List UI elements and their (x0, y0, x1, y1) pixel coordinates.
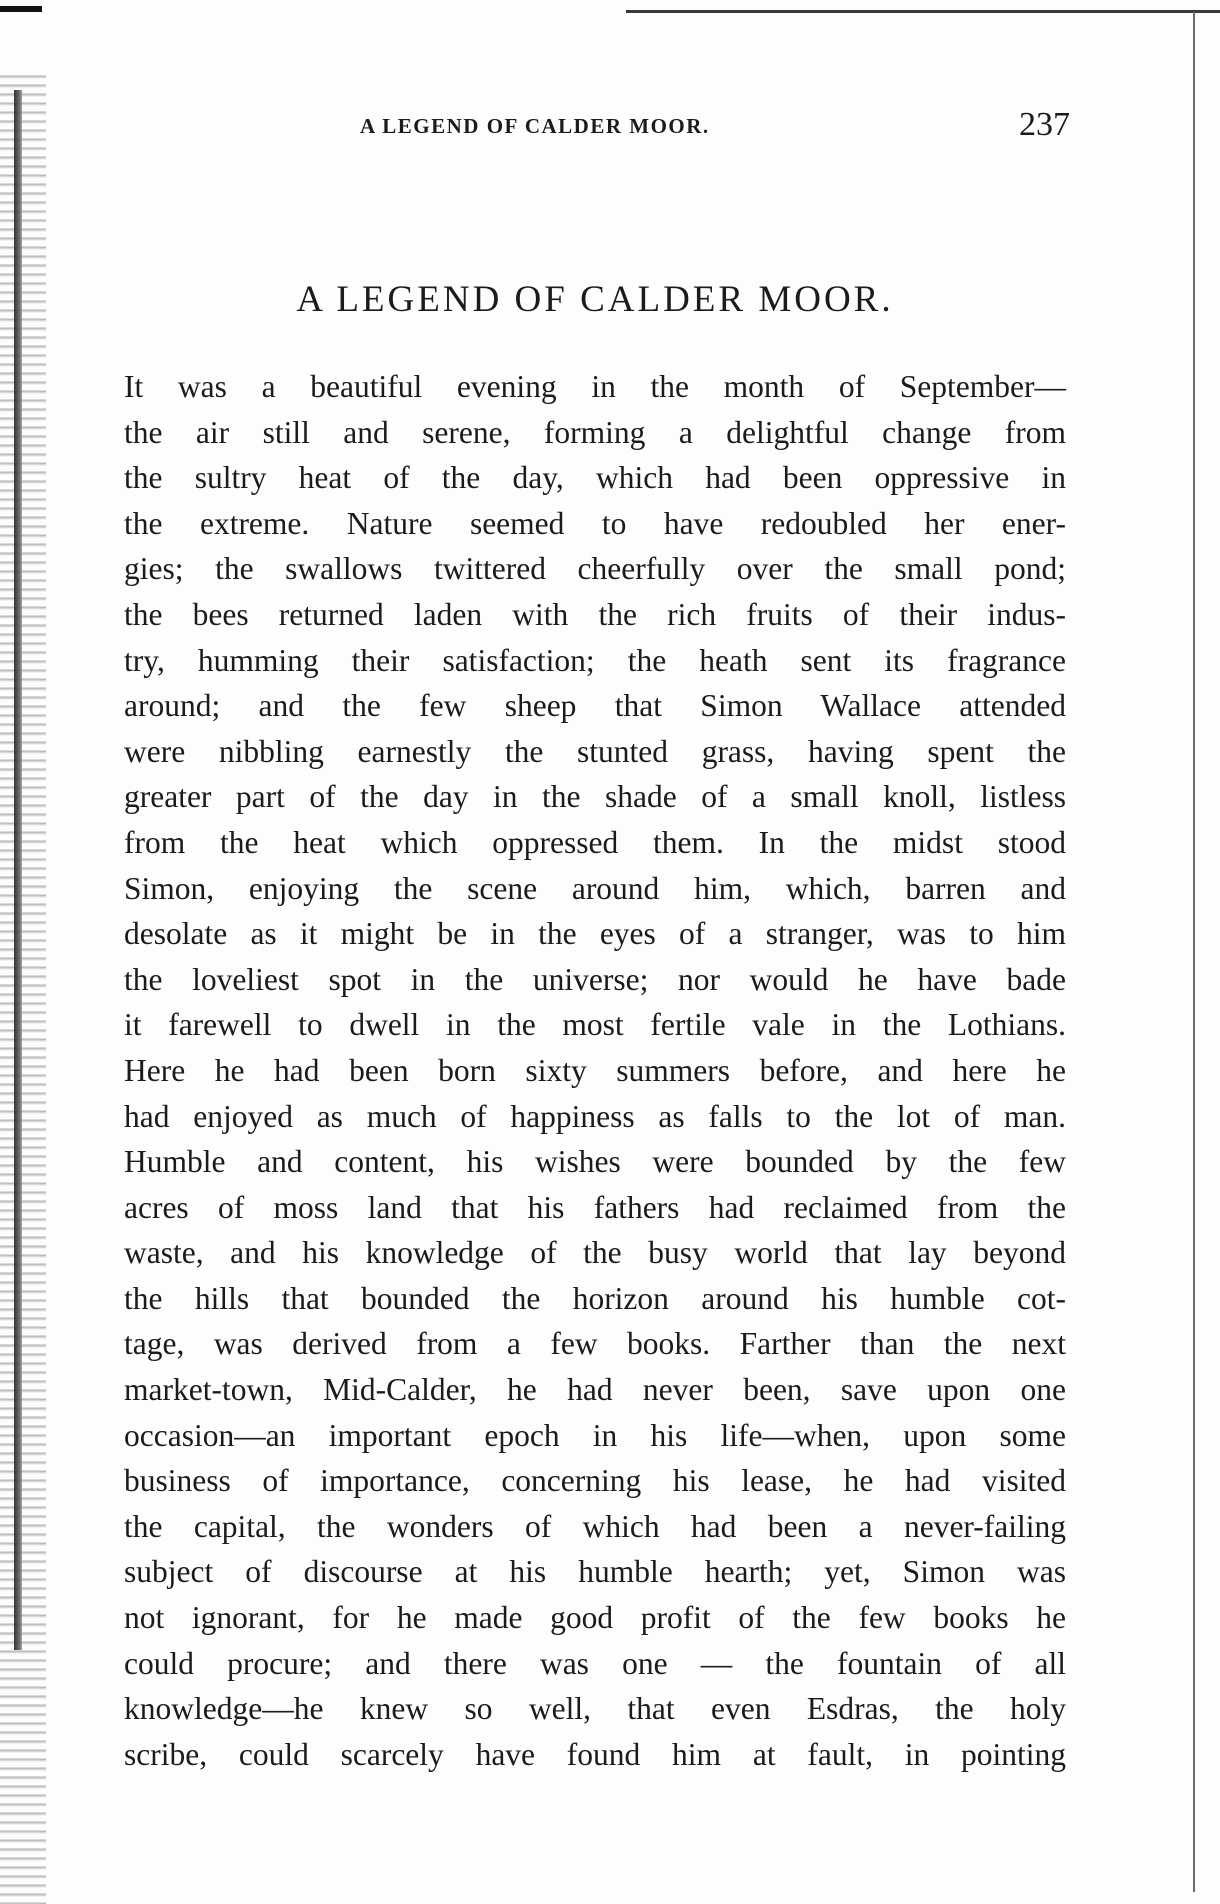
text-line: the air still and serene, forming a delightful change from (124, 414, 1066, 450)
text-line: tage, was derived from a few books. Farther than the next (124, 1326, 1066, 1362)
text-line: Humble and content, his wishes were bounded by the few (124, 1144, 1066, 1180)
text-line: gies; the swallows twittered cheerfully over the small pond; (124, 551, 1066, 587)
text-line: business of importance, concerning his lease, he had visited (124, 1463, 1066, 1499)
body-text (124, 364, 1066, 1777)
text-line: occasion—an important epoch in his life—when, upon some (124, 1417, 1066, 1453)
scan-corner-mark (0, 6, 42, 12)
text-line: try, humming their satisfaction; the heath sent its fragrance (124, 642, 1066, 678)
text-line: the extreme. Nature seemed to have redoubled her ener- (124, 505, 1066, 541)
text-line: desolate as it might be in the eyes of a stranger, was to him (124, 916, 1066, 952)
text-line: from the heat which oppressed them. In the midst stood (124, 824, 1066, 860)
page-number: 237 (1019, 106, 1070, 143)
text-line: subject of discourse at his humble hearth; yet, Simon was (124, 1554, 1066, 1590)
text-line: waste, and his knowledge of the busy world that lay beyond (124, 1235, 1066, 1271)
text-line: the loveliest spot in the universe; nor would he have bade (124, 961, 1066, 997)
text-line: had enjoyed as much of happiness as falls to the lot of man. (124, 1098, 1066, 1134)
text-line: It was a beautiful evening in the month of September— (124, 369, 1066, 404)
text-line: market-town, Mid-Calder, he had never been, save upon one (124, 1372, 1066, 1408)
text-line: Simon, enjoying the scene around him, which, barren and (124, 870, 1066, 906)
scan-right-rule (1193, 12, 1195, 1892)
text-line: it farewell to dwell in the most fertile vale in the Lothians. (124, 1007, 1066, 1043)
text-line: Here he had been born sixty summers before, and here he (124, 1052, 1066, 1088)
text-line: the sultry heat of the day, which had been oppressive in (124, 460, 1066, 496)
text-line: around; and the few sheep that Simon Wallace attended (124, 688, 1066, 724)
text-line: the capital, the wonders of which had been a never-failing (124, 1508, 1066, 1544)
text-line: scribe, could scarcely have found him at fault, in pointing (124, 1736, 1066, 1772)
text-line: the bees returned laden with the rich fruits of their indus- (124, 596, 1066, 632)
scan-top-rule (626, 10, 1220, 13)
text-line: not ignorant, for he made good profit of the few books he (124, 1600, 1066, 1636)
text-line: could procure; and there was one — the fountain of all (124, 1645, 1066, 1681)
binding-edge (0, 70, 46, 1904)
running-header (120, 106, 1070, 146)
running-title: A LEGEND OF CALDER MOOR. (360, 114, 710, 138)
text-line: greater part of the day in the shade of a small knoll, listless (124, 779, 1066, 815)
text-line: were nibbling earnestly the stunted grass, having spent the (124, 733, 1066, 769)
text-line: acres of moss land that his fathers had reclaimed from the (124, 1189, 1066, 1225)
chapter-title: A LEGEND OF CALDER MOOR. (296, 279, 894, 320)
binding-shadow (14, 90, 22, 1650)
text-line: the hills that bounded the horizon around his humble cot- (124, 1280, 1066, 1316)
text-line: knowledge—he knew so well, that even Esdras, the holy (124, 1691, 1066, 1727)
